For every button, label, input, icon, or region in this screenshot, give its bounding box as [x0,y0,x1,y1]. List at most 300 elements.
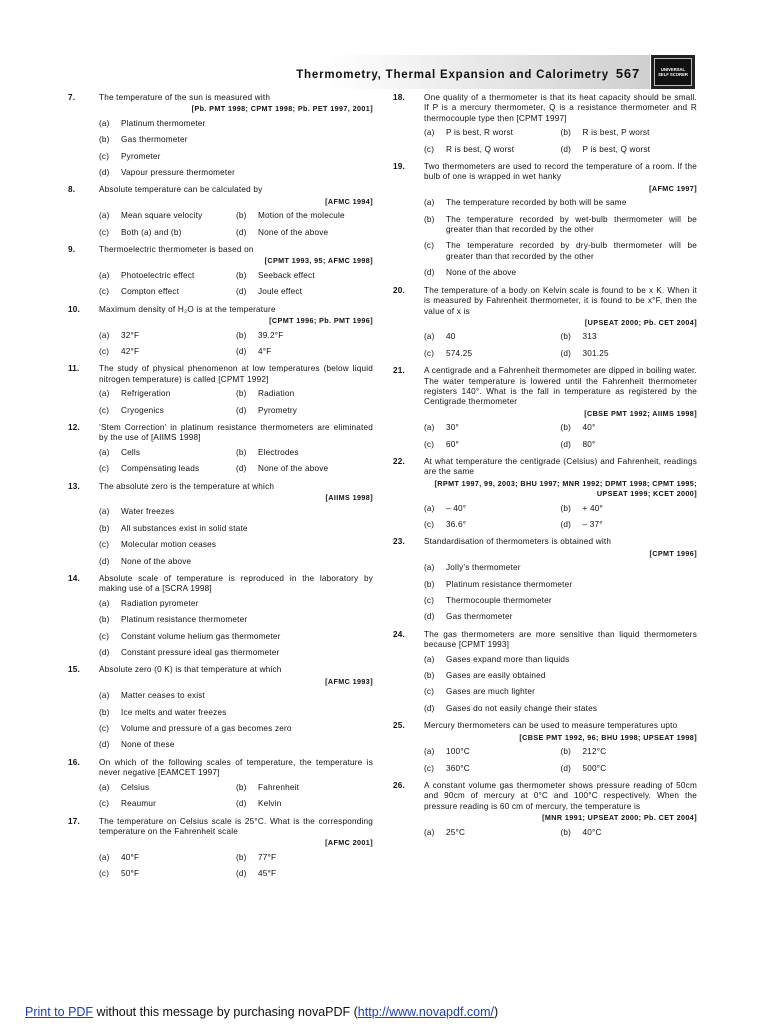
question-source: [AIIMS 1998] [325,492,373,502]
option [99,225,236,241]
option-label: (b) [424,214,435,224]
option [424,593,697,609]
option [424,560,697,576]
option-text: All substances exist in solid state [121,523,248,533]
question-source: [AFMC 1997] [649,183,697,193]
question-text: The temperature of a body on Kelvin scale is found to be x K. When it is measured by Fahrenheit thermometer, it is found to be x°F, then the value of x is [424,285,697,316]
question [68,423,373,444]
option [561,517,698,533]
option-label: (c) [424,348,435,358]
options-list [393,825,697,841]
question-number: 11. [68,364,80,374]
option-text: The temperature recorded by dry-bulb thermometer will be greater than that recorded by the other [446,241,697,261]
option-label: (b) [560,503,572,513]
option-text: Refrigeration [121,389,171,399]
options-list [393,329,697,362]
option-label: (a) [99,782,110,792]
option [561,825,698,841]
question-number: 14. [68,574,80,583]
option [424,517,561,533]
question [393,781,697,824]
option-label: (d) [99,648,110,658]
option-text: Mean square velocity [121,211,203,221]
option [99,268,236,284]
question-number: 24. [393,629,405,639]
option-label: (d) [236,227,247,237]
option-label: (c) [99,869,110,879]
novapdf-url-link[interactable]: http://www.novapdf.com/ [357,1005,494,1019]
option [99,866,236,882]
option-label: (a) [424,747,435,757]
option-label: (a) [424,827,435,837]
option-label: (c) [424,763,435,773]
option [424,684,697,700]
print-to-pdf-link[interactable]: Print to PDF [25,1005,94,1019]
option-text: Seeback effect [258,270,315,280]
question-number: 17. [68,816,80,826]
question-text: Standardisation of thermometers is obtained with [424,537,612,547]
option [99,645,373,661]
question-text: Absolute scale of temperature is reproduced in the laboratory by making use of a [SCRA 1998] [99,574,373,594]
option [424,825,561,841]
option [99,850,236,866]
option-label: (d) [236,346,247,356]
option-label: (c) [99,464,110,474]
option [236,284,373,300]
option-label: (d) [236,464,247,474]
option [99,780,236,796]
option-text: Gases expand more than liquids [446,654,570,664]
options-list [393,744,697,777]
option-label: (a) [424,654,435,664]
option-text: 40° [582,423,596,433]
option [99,328,236,344]
question-number: 12. [68,422,80,432]
option-label: (d) [236,799,247,809]
option-text: Molecular motion ceases [121,540,217,550]
option-text: Gases do not easily change their states [446,703,598,713]
options-list [68,445,373,478]
option [424,238,697,265]
question-source: [CPMT 1996] [649,548,697,558]
question-text: Mercury thermometers can be used to measure temperatures upto [424,721,678,731]
option-label: (b) [236,211,247,221]
option-text: P is best, R worst [446,128,514,138]
option-text: – 40° [446,503,467,513]
options-list [68,386,373,419]
option-label: (a) [99,118,110,128]
question-source: [CPMT 1996; Pb. PMT 1996] [269,316,373,326]
option-label: (b) [236,782,247,792]
option-label: (d) [99,168,110,178]
question-source: [AFMC 1993] [325,676,373,686]
option [561,142,698,158]
question-number: 15. [68,665,80,675]
question-source: [AFMC 2001] [325,838,373,848]
question-number: 23. [393,537,405,547]
option-text: 301.25 [582,348,609,358]
page-header [296,66,640,81]
option [99,737,373,753]
option [424,437,561,453]
option-label: (c) [99,405,110,415]
option-text: Platinum thermometer [121,118,206,128]
option-label: (a) [424,503,435,513]
option-text: – 37° [582,520,603,529]
options-list [393,420,697,453]
option-text: R is best, Q worst [446,144,515,154]
option-text: Motion of the molecule [258,211,345,221]
option-label: (a) [99,507,110,517]
logo-line1: UNIVERSAL [660,67,686,72]
option-text: 4°F [258,346,272,356]
option-text: Reaumur [121,799,157,809]
option [424,744,561,760]
option [236,796,373,812]
option-label: (b) [560,423,572,433]
question [393,721,697,743]
option [236,866,373,882]
option [424,609,697,625]
option-text: Ice melts and water freezes [121,707,227,717]
option [561,420,698,436]
question-number: 22. [393,456,405,466]
question-source: [UPSEAT 2000; Pb. CET 2004] [584,317,697,327]
question [393,162,697,194]
option [99,165,373,181]
question-text: Absolute temperature can be calculated by [99,185,263,195]
question [393,457,697,500]
option-label: (b) [99,135,110,145]
option [424,420,561,436]
universal-self-scorer-logo [651,55,695,89]
question-text: The study of physical phenomenon at low temperatures (below liquid nitrogen temperature) is called [CPMT 1992] [99,364,373,384]
option-text: 80° [582,439,596,449]
option [99,612,373,628]
option [424,761,561,777]
question-text: The absolute zero is the temperature at which [99,481,275,491]
option-text: 77°F [258,852,277,862]
option-text: Photoelectric effect [121,270,195,280]
option [561,125,698,141]
option-text: Jolly’s thermometer [446,563,521,573]
logo-line2: SELF SCORER [658,72,688,77]
option-label: (a) [99,389,110,399]
question [68,305,373,327]
option [424,668,697,684]
options-list [68,208,373,241]
option-label: (d) [424,703,435,713]
question-text: A centigrade and a Fahrenheit thermometer are dipped in boiling water. The water temperature is lowered until the Fahrenheit thermometer registers 140°. What is the fall in temperature as registered by the Centigrade thermometer [424,366,697,407]
option [99,132,373,148]
question-number: 9. [68,245,76,255]
option-text: None of the above [258,464,329,474]
option [236,225,373,241]
option [99,629,373,645]
option-text: 25°C [446,827,466,837]
option [99,116,373,132]
option-label: (c) [99,799,110,809]
question-source: [CPMT 1993, 95; AFMC 1998] [264,256,373,266]
option [561,437,698,453]
option-label: (a) [99,330,110,340]
options-list [68,850,373,883]
option [561,744,698,760]
question-text: ‘Stem Correction’ in platinum resistance thermometers are eliminated by the use of [AIIMS 1998] [99,422,373,443]
option-label: (a) [99,447,110,457]
question-source: [Pb. PMT 1998; CPMT 1998; Pb. PET 1997, 2001] [191,104,373,114]
option-text: Thermocouple thermometer [446,596,552,606]
option-label: (c) [424,520,435,529]
question-source: [CBSE PMT 1992, 96; BHU 1998; UPSEAT 1998] [519,732,697,742]
option [99,796,236,812]
option-text: The temperature recorded by both will be same [446,198,627,208]
question-text: Thermoelectric thermometer is based on [99,245,254,255]
option [99,721,373,737]
question-text: At what temperature the centigrade (Celsius) and Fahrenheit, readings are the same [424,456,697,477]
option [424,652,697,668]
option-text: + 40° [582,503,603,513]
options-list [393,652,697,718]
options-list [393,560,697,626]
option [99,284,236,300]
option-text: Compensating leads [121,464,200,474]
option-text: 313 [582,332,597,342]
option [236,850,373,866]
option-text: Gases are much lighter [446,687,536,697]
option-label: (d) [560,439,572,449]
options-list [393,125,697,158]
question [393,630,697,651]
option-text: 30° [446,423,459,433]
question-text: Two thermometers are used to record the temperature of a room. If the bulb of one is wrapped in wet hanky [424,162,697,182]
option-text: Fahrenheit [258,782,300,792]
option-label: (c) [424,687,435,697]
question-number: 16. [68,757,80,767]
option-text: None of the above [258,227,329,237]
option-text: Gas thermometer [446,612,513,622]
options-list [393,195,697,281]
option-text: Platinum resistance thermometer [121,615,248,625]
option-text: Electrodes [258,447,299,457]
option-label: (a) [99,211,110,221]
option-text: 212°C [582,747,607,757]
option [424,701,697,717]
question-number: 26. [393,780,405,790]
option-text: Water freezes [121,507,175,517]
option-label: (c) [424,439,435,449]
option [99,403,236,419]
option [424,501,561,517]
question-text: Absolute zero (0 K) is that temperature at which [99,665,282,675]
options-list [68,596,373,662]
option-label: (d) [560,763,572,773]
option-label: (a) [99,691,110,701]
question-number: 18. [393,93,405,102]
footer-end: ) [493,1005,499,1019]
option [236,780,373,796]
question-number: 7. [68,93,76,102]
option-label: (d) [560,348,572,358]
option-label: (c) [99,346,110,356]
options-list [68,268,373,301]
question-number: 25. [393,721,405,731]
option-label: (c) [99,724,110,734]
option-text: Celsius [121,782,150,792]
question-number: 21. [393,366,405,376]
question-source: [RPMT 1997, 99, 2003; BHU 1997; MNR 1992; DPMT 1998; CPMT 1995; UPSEAT 1999; KCET 2000] [434,478,697,499]
option-text: Pyrometry [258,405,298,415]
option-text: Gas thermometer [121,135,188,145]
option [99,596,373,612]
question [68,482,373,504]
option [236,208,373,224]
option-label: (c) [424,596,435,606]
option-label: (b) [99,707,110,717]
option-label: (a) [424,198,435,208]
question-text: Maximum density of H₂O is at the temperature [99,304,276,314]
option-label: (b) [236,389,247,399]
option-text: Compton effect [121,287,180,297]
question [393,366,697,419]
option-text: 50°F [121,869,140,879]
question-text: One quality of a thermometer is that its heat capacity should be small. If P is a mercury thermometer, Q is a resistance thermometer and R thermocouple type then [CPMT 1997] [424,93,697,123]
option-label: (d) [424,268,435,278]
option-text: Vapour pressure thermometer [121,168,236,178]
option-text: 45°F [258,869,277,879]
option [236,445,373,461]
question-text: The temperature on Celsius scale is 25°C. What is the corresponding temperature on the Fahrenheit scale [99,816,373,836]
option-label: (d) [236,405,247,415]
option-text: 32°F [121,330,140,340]
question-text: The gas thermometers are more sensitive than liquid thermometers because [CPMT 1993] [424,629,697,650]
option-text: 40°F [121,852,140,862]
question [393,537,697,559]
question [393,286,697,329]
chapter-title: Thermometry, Thermal Expansion and Calorimetry [296,69,609,81]
option-label: (a) [99,270,110,280]
option [561,501,698,517]
question [68,93,373,115]
option-label: (a) [99,598,110,608]
option-label: (b) [99,615,110,625]
option [561,761,698,777]
option [99,504,373,520]
option [424,329,561,345]
option-label: (b) [560,747,572,757]
option-label: (c) [99,631,110,641]
question-text: The temperature of the sun is measured with [99,93,271,102]
option-text: None of the above [121,556,192,566]
option [99,705,373,721]
option-text: Both (a) and (b) [121,227,182,237]
option-label: (d) [236,869,247,879]
option [424,142,561,158]
question [393,93,697,124]
option-label: (d) [99,556,110,566]
option [236,386,373,402]
option [424,577,697,593]
question-number: 13. [68,481,80,491]
question [68,185,373,207]
option-text: None of the above [446,268,517,278]
option-label: (a) [424,423,435,433]
option-label: (c) [99,287,110,297]
question-number: 8. [68,185,76,195]
question-source: [MNR 1991; UPSEAT 2000; Pb. CET 2004] [542,813,697,823]
option-label: (c) [99,151,110,161]
option-text: 60° [446,439,459,449]
option-label: (b) [236,270,247,280]
option-label: (b) [236,447,247,457]
option [99,344,236,360]
option-label: (a) [424,332,435,342]
option-text: Radiation [258,389,295,399]
option-label: (b) [99,523,110,533]
options-list [393,501,697,534]
question-source: [AFMC 1994] [325,196,373,206]
option-label: (b) [424,671,435,681]
option-label: (b) [560,128,572,138]
question [68,817,373,849]
option-text: 100°C [446,747,470,757]
option-label: (c) [424,144,435,154]
option-text: Constant volume helium gas thermometer [121,631,281,641]
option-text: 36.6° [446,520,467,529]
question-number: 19. [393,162,405,172]
option-text: Platinum resistance thermometer [446,579,573,589]
option-text: Cryogenics [121,405,164,415]
question [68,665,373,687]
option-label: (a) [424,563,435,573]
option-label: (b) [236,330,247,340]
option-text: 40 [446,332,456,342]
option-text: Radiation pyrometer [121,598,199,608]
option [236,403,373,419]
option-label: (d) [424,612,435,622]
option-text: 40°C [582,827,602,837]
page-number: 567 [615,66,640,81]
option-text: Constant pressure ideal gas thermometer [121,648,280,658]
option-text: Joule effect [258,287,303,297]
option-text: 360°C [446,763,470,773]
option-label: (b) [560,827,572,837]
option-text: Kelvin [258,799,282,809]
option-text: P is best, Q worst [582,144,651,154]
question-number: 20. [393,285,405,295]
question-text: A constant volume gas thermometer shows pressure reading of 50cm and 90cm of mercury at 0°C and 100°C respectively. When the pressure reading is 60 cm of mercury, the temperature is [424,780,697,811]
options-list [68,328,373,361]
option-text: Matter ceases to exist [121,691,206,701]
option [424,212,697,239]
option-label: (b) [236,852,247,862]
left-column [68,93,373,887]
question [68,245,373,267]
question [68,758,373,779]
option-text: 42°F [121,346,140,356]
option [424,195,697,211]
option [236,461,373,477]
option [99,149,373,165]
option [561,329,698,345]
option-label: (c) [99,540,110,550]
footer-text: without this message by purchasing novaPDF ( [93,1005,358,1019]
option-text: Volume and pressure of a gas becomes zero [121,724,292,734]
option-text: Cells [121,447,141,457]
option [99,208,236,224]
option [99,537,373,553]
question-number: 10. [68,304,80,314]
